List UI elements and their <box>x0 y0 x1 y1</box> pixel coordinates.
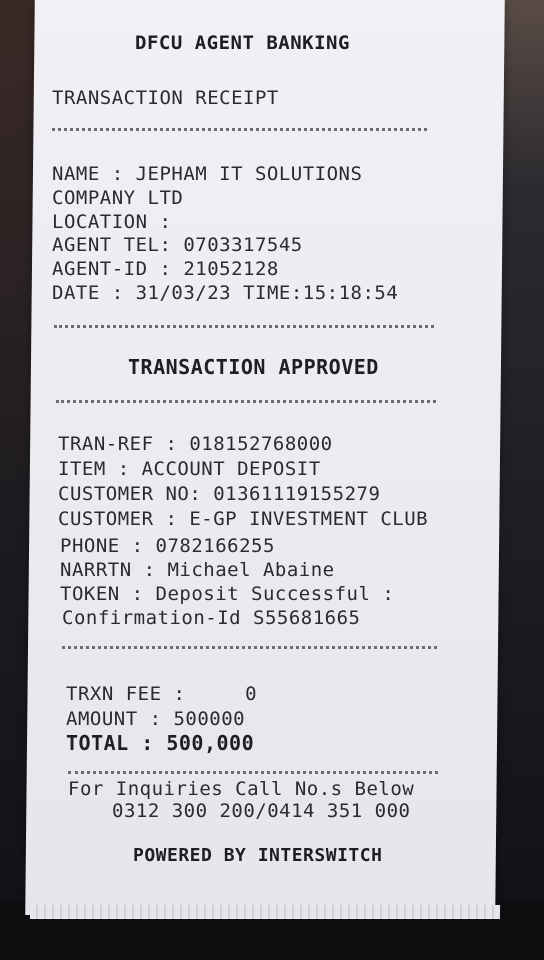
date-row: DATE : 31/03/23 TIME:15:18:54 <box>52 282 399 304</box>
fee-label: TRXN FEE <box>66 683 162 705</box>
fee-value: 0 <box>245 683 258 705</box>
customer-no-label: CUSTOMER NO <box>58 483 190 505</box>
powered-by: POWERED BY INTERSWITCH <box>133 845 383 866</box>
transaction-status: TRANSACTION APPROVED <box>128 355 379 379</box>
name-label: NAME <box>52 163 100 185</box>
location-row: LOCATION : <box>52 211 172 233</box>
divider <box>54 325 434 328</box>
phone-row: PHONE : 0782166255 <box>60 535 275 557</box>
narration-row: NARRTN : Michael Abaine <box>60 559 335 581</box>
narration-value: Michael Abaine <box>167 559 335 581</box>
fee-row: TRXN FEE : 0 <box>66 683 258 705</box>
token-label: TOKEN <box>60 583 120 605</box>
token-row: TOKEN : Deposit Successful : <box>60 583 395 605</box>
narration-label: NARRTN <box>60 559 132 581</box>
phone-value: 0782166255 <box>155 535 275 557</box>
name-row: NAME : JEPHAM IT SOLUTIONS <box>52 163 363 185</box>
item-value: ACCOUNT DEPOSIT <box>141 458 321 480</box>
date-value: 31/03/23 <box>135 282 232 304</box>
divider <box>68 771 438 774</box>
agent-id-value: 21052128 <box>183 258 279 280</box>
item-row: ITEM : ACCOUNT DEPOSIT <box>58 458 321 480</box>
total-row: TOTAL : 500,000 <box>66 731 255 755</box>
total-value: 500,000 <box>166 731 255 755</box>
inquiry-numbers: 0312 300 200/0414 351 000 <box>112 800 411 822</box>
inquiries-text: For Inquiries Call No.s Below <box>68 778 415 800</box>
receipt-type: TRANSACTION RECEIPT <box>52 87 279 109</box>
confirmation-id: Confirmation-Id S55681665 <box>62 607 361 629</box>
date-label: DATE <box>52 282 100 304</box>
agent-tel-label: AGENT TEL <box>52 234 160 256</box>
phone-label: PHONE <box>60 535 120 557</box>
bank-title: DFCU AGENT BANKING <box>135 32 350 54</box>
agent-id-row: AGENT-ID : 21052128 <box>52 258 279 280</box>
amount-value: 500000 <box>173 708 246 730</box>
tran-ref-row: TRAN-REF : 018152768000 <box>58 433 333 455</box>
amount-label: AMOUNT <box>66 708 138 730</box>
time-value: 15:18:54 <box>302 282 399 304</box>
tran-ref-value: 018152768000 <box>189 433 333 455</box>
customer-row: CUSTOMER : E-GP INVESTMENT CLUB <box>58 508 429 530</box>
name-value-continued: COMPANY LTD <box>52 187 184 209</box>
total-label: TOTAL <box>66 731 129 755</box>
location-label: LOCATION <box>52 211 148 233</box>
agent-tel-value: 0703317545 <box>183 234 303 256</box>
customer-label: CUSTOMER <box>58 508 154 530</box>
customer-no-value: 01361119155279 <box>213 483 381 505</box>
divider <box>52 128 427 131</box>
customer-no-row: CUSTOMER NO: 01361119155279 <box>58 483 381 505</box>
amount-row: AMOUNT : 500000 <box>66 708 246 730</box>
customer-value: E-GP INVESTMENT CLUB <box>189 508 429 530</box>
tran-ref-label: TRAN-REF <box>58 433 154 455</box>
receipt-torn-edge <box>30 905 500 919</box>
divider <box>62 646 437 649</box>
item-label: ITEM <box>58 458 106 480</box>
agent-id-label: AGENT-ID <box>52 258 148 280</box>
divider <box>56 400 436 403</box>
name-value: JEPHAM IT SOLUTIONS <box>135 163 363 185</box>
token-value: Deposit Successful : <box>155 583 395 605</box>
agent-tel-row: AGENT TEL: 0703317545 <box>52 234 303 256</box>
time-label: TIME <box>243 282 291 304</box>
